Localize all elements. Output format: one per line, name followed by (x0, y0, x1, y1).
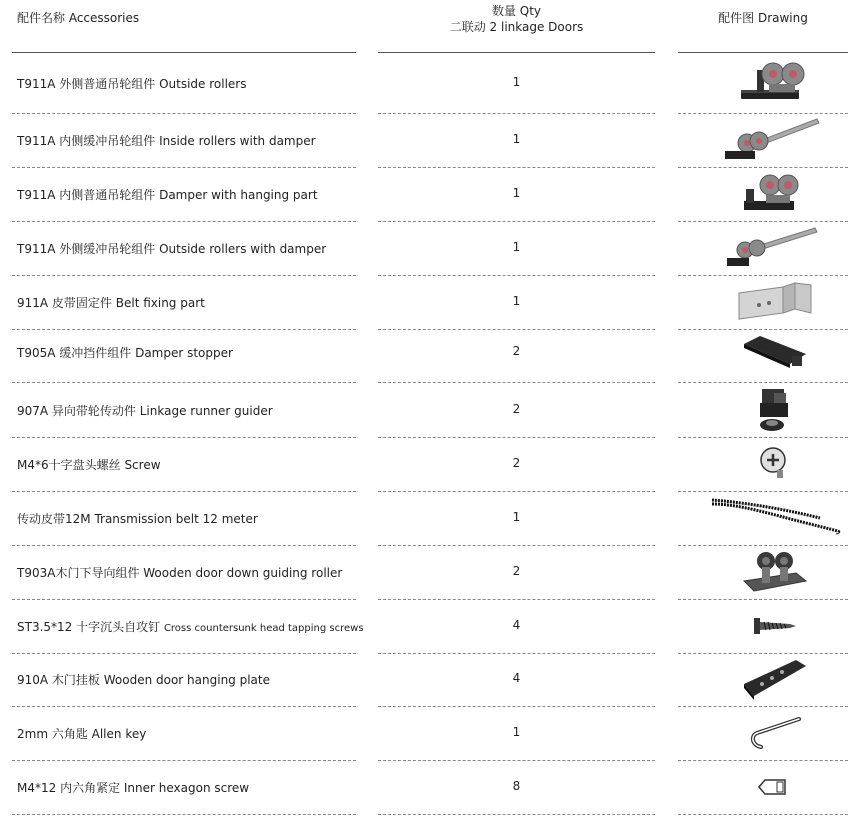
accessory-name-text: 907A 异向带轮传动件 Linkage runner guider (17, 404, 273, 418)
accessory-name (17, 402, 273, 419)
accessory-qty: 1 (512, 132, 521, 146)
accessory-name (17, 75, 246, 92)
accessory-qty: 2 (512, 344, 521, 358)
accessory-name-text: 910A 木门挂板 Wooden door hanging plate (17, 673, 271, 687)
row-divider (12, 491, 356, 492)
accessory-name (17, 671, 270, 688)
row-divider (378, 706, 655, 707)
accessory-qty: 1 (512, 75, 521, 89)
row-divider (12, 167, 356, 168)
accessory-name-text: 911A 皮带固定件 Belt fixing part (17, 296, 205, 310)
accessory-qty: 8 (512, 779, 521, 793)
accessory-qty: 2 (512, 456, 521, 470)
row-divider (378, 221, 655, 222)
hexagon-screw-icon (700, 760, 850, 814)
accessory-qty: 1 (512, 294, 521, 308)
row-divider (12, 221, 356, 222)
accessory-name-text: T911A 内侧缓冲吊轮组件 Inside rollers with damper (17, 134, 316, 148)
qty-header-subtitle: 二联动 2 linkage Doors (449, 20, 584, 34)
row-divider (378, 653, 655, 654)
accessory-name-text: T911A 内侧普通吊轮组件 Damper with hanging part (17, 188, 318, 202)
accessory-name (17, 779, 249, 796)
row-divider (12, 653, 356, 654)
accessory-name (17, 240, 326, 257)
row-divider (378, 814, 655, 815)
row-divider (12, 545, 356, 546)
row-divider (378, 437, 655, 438)
row-divider (12, 599, 356, 600)
transmission-belt-icon (700, 491, 850, 545)
accessory-name (17, 294, 205, 311)
row-divider (378, 545, 655, 546)
accessory-name-text: T911A 外侧缓冲吊轮组件 Outside rollers with damper (17, 242, 327, 256)
damper-stopper-icon (700, 325, 850, 379)
accessory-name-text: T905A 缓冲挡件组件 Damper stopper (17, 346, 233, 360)
accessory-qty: 4 (512, 618, 521, 632)
row-divider (378, 167, 655, 168)
accessory-name-text: T903A木门下导向组件 Wooden door down guiding roller (17, 566, 343, 580)
inside-rollers-damper-icon (700, 113, 850, 167)
damper-hanging-part-icon (700, 167, 850, 221)
row-divider (678, 814, 848, 815)
header-divider-qty (378, 52, 655, 53)
accessories-column-header: 配件名称 Accessories (17, 11, 140, 25)
row-divider (12, 382, 356, 383)
accessory-qty: 2 (512, 402, 521, 416)
hanging-plate-icon (700, 652, 850, 706)
row-divider (12, 113, 356, 114)
accessory-name-text: T911A 外侧普通吊轮组件 Outside rollers (17, 77, 247, 91)
screw-icon (700, 437, 850, 491)
row-divider (378, 275, 655, 276)
accessory-name (17, 456, 161, 473)
accessory-name-text: M4*6十字盘头螺丝 Screw (17, 458, 161, 472)
drawing-column-header: 配件图 Drawing (718, 11, 808, 25)
accessory-name (17, 132, 316, 149)
outside-rollers-icon (700, 56, 850, 110)
accessory-qty: 2 (512, 564, 521, 578)
qty-column-header (378, 3, 655, 35)
accessory-qty: 4 (512, 671, 521, 685)
accessory-qty: 1 (512, 186, 521, 200)
accessory-name (17, 618, 364, 635)
row-divider (378, 113, 655, 114)
row-divider (378, 382, 655, 383)
row-divider (378, 329, 655, 330)
row-divider (12, 437, 356, 438)
accessory-qty: 1 (512, 510, 521, 524)
accessory-name (17, 510, 258, 527)
row-divider (378, 491, 655, 492)
accessory-name (17, 564, 342, 581)
accessory-qty: 1 (512, 240, 521, 254)
row-divider (378, 599, 655, 600)
guiding-roller-icon (700, 545, 850, 599)
accessory-name-text: M4*12 内六角紧定 Inner hexagon screw (17, 781, 250, 795)
accessory-name-text: 传动皮带12M Transmission belt 12 meter (17, 512, 258, 526)
row-divider (378, 760, 655, 761)
accessory-name (17, 186, 318, 203)
accessory-qty: 1 (512, 725, 521, 739)
accessory-name-text: ST3.5*12 十字沉头自攻钉 (17, 620, 164, 634)
tapping-screw-icon (700, 599, 850, 653)
accessory-name (17, 725, 146, 742)
allen-key-icon (700, 706, 850, 760)
linkage-runner-guider-icon (700, 383, 850, 437)
row-divider (12, 329, 356, 330)
row-divider (12, 706, 356, 707)
accessory-name-detail: Cross countersunk head tapping screws (163, 623, 364, 634)
row-divider (12, 814, 356, 815)
row-divider (12, 275, 356, 276)
qty-header-title: 数量 Qty (491, 4, 542, 18)
header-divider-drawing (678, 52, 848, 53)
accessory-name-text: 2mm 六角匙 Allen key (17, 727, 147, 741)
outside-rollers-damper-icon (700, 221, 850, 275)
belt-fixing-part-icon (700, 275, 850, 329)
header-divider-name (12, 52, 356, 53)
accessory-name (17, 344, 233, 361)
row-divider (12, 760, 356, 761)
